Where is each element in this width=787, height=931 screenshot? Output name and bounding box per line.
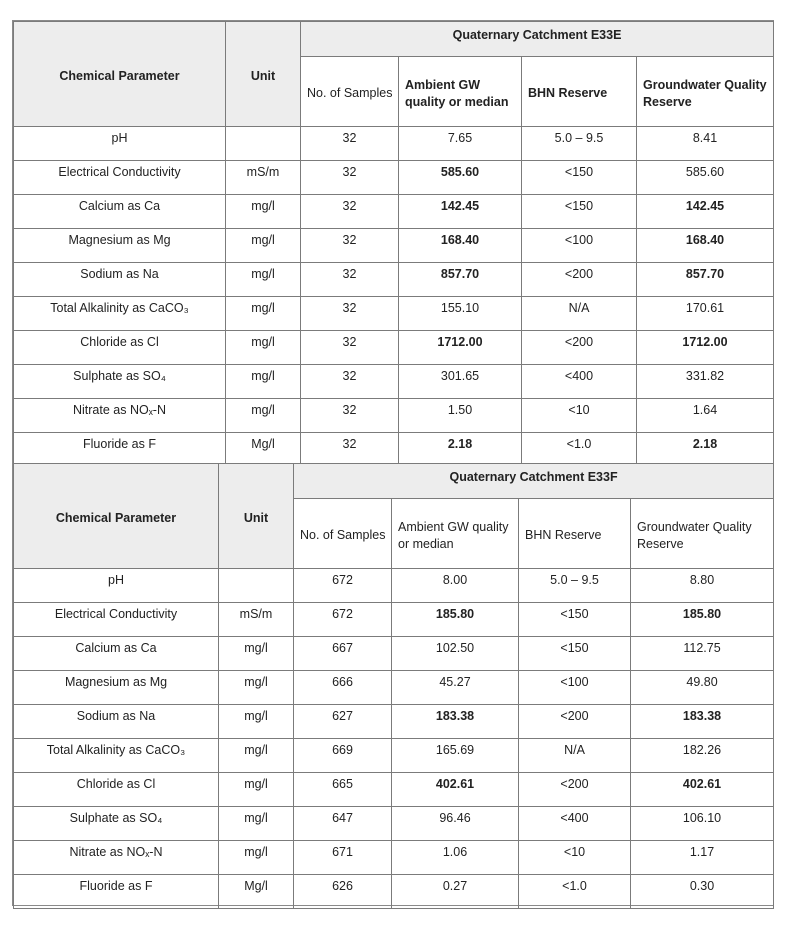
cell-ambient: 142.45 (399, 195, 522, 229)
cell-bhn: <200 (519, 705, 631, 739)
cell-samples: 669 (294, 739, 392, 773)
cell-ambient: 301.65 (399, 365, 522, 399)
cell-unit (219, 569, 294, 603)
cell-ambient: 585.60 (399, 161, 522, 195)
header-samples: No. of Samples (294, 499, 392, 569)
cell-bhn: <200 (522, 263, 637, 297)
cell-reserve: 585.60 (637, 161, 774, 195)
cell-param: Chloride as Cl (14, 331, 226, 365)
cell-bhn: N/A (522, 297, 637, 331)
cell-samples: 32 (301, 263, 399, 297)
cell-samples: 666 (294, 671, 392, 705)
cell-unit: mg/l (226, 399, 301, 433)
table-row (14, 195, 774, 229)
cell-reserve: 1712.00 (637, 331, 774, 365)
cell-unit: mg/l (226, 263, 301, 297)
cell-param: pH (14, 569, 219, 603)
cell-samples: 665 (294, 773, 392, 807)
cell-bhn: N/A (519, 739, 631, 773)
cell-unit: mg/l (219, 841, 294, 875)
cell-param: pH (14, 127, 226, 161)
header-bhn: BHN Reserve (519, 499, 631, 569)
header-ambient: Ambient GW quality or median (392, 499, 519, 569)
cell-bhn: <150 (522, 195, 637, 229)
cell-unit: mS/m (226, 161, 301, 195)
cell-reserve: 168.40 (637, 229, 774, 263)
cell-ambient: 102.50 (392, 637, 519, 671)
cell-reserve: 8.41 (637, 127, 774, 161)
table-row (14, 637, 774, 671)
table-row (14, 671, 774, 705)
cell-unit: mg/l (226, 195, 301, 229)
cell-param: Electrical Conductivity (14, 161, 226, 195)
table-row (14, 331, 774, 365)
table-row (14, 127, 774, 161)
cell-bhn: 5.0 – 9.5 (519, 569, 631, 603)
cell-bhn: <10 (519, 841, 631, 875)
cell-samples: 647 (294, 807, 392, 841)
cell-samples: 627 (294, 705, 392, 739)
cell-samples: 32 (301, 433, 399, 467)
cell-ambient: 165.69 (392, 739, 519, 773)
header-reserve: Groundwater Quality Reserve (631, 499, 774, 569)
cell-unit: mg/l (226, 365, 301, 399)
cell-ambient: 96.46 (392, 807, 519, 841)
cell-samples: 32 (301, 161, 399, 195)
cell-bhn: <400 (519, 807, 631, 841)
header-unit: Unit (226, 22, 301, 127)
cell-unit: mg/l (219, 637, 294, 671)
cell-samples: 672 (294, 569, 392, 603)
cell-samples: 672 (294, 603, 392, 637)
cell-param: Sulphate as SO₄ (14, 365, 226, 399)
cell-unit: mg/l (219, 705, 294, 739)
cell-reserve: 183.38 (631, 705, 774, 739)
cell-ambient: 857.70 (399, 263, 522, 297)
cell-ambient: 155.10 (399, 297, 522, 331)
cell-reserve: 170.61 (637, 297, 774, 331)
cell-param: Nitrate as NOₓ-N (14, 399, 226, 433)
cell-bhn: <10 (522, 399, 637, 433)
cell-samples: 671 (294, 841, 392, 875)
cell-samples: 32 (301, 399, 399, 433)
table-row (14, 365, 774, 399)
cell-ambient: 402.61 (392, 773, 519, 807)
cell-reserve: 142.45 (637, 195, 774, 229)
cell-unit: mg/l (219, 739, 294, 773)
cell-param: Total Alkalinity as CaCO₃ (14, 739, 219, 773)
table-row (14, 569, 774, 603)
table-row (14, 739, 774, 773)
header-samples: No. of Samples (301, 57, 399, 127)
cell-reserve: 2.18 (637, 433, 774, 467)
header-parameter: Chemical Parameter (14, 22, 226, 127)
cell-param: Magnesium as Mg (14, 671, 219, 705)
cell-unit (226, 127, 301, 161)
cell-ambient: 185.80 (392, 603, 519, 637)
cell-reserve: 0.30 (631, 875, 774, 909)
cell-samples: 626 (294, 875, 392, 909)
table-row (14, 875, 774, 909)
header-parameter: Chemical Parameter (14, 464, 219, 569)
cell-bhn: <100 (519, 671, 631, 705)
cell-reserve: 331.82 (637, 365, 774, 399)
cell-unit: mg/l (226, 297, 301, 331)
cell-param: Calcium as Ca (14, 195, 226, 229)
cell-bhn: <150 (522, 161, 637, 195)
cell-param: Sodium as Na (14, 263, 226, 297)
cell-param: Sulphate as SO₄ (14, 807, 219, 841)
cell-unit: mg/l (219, 807, 294, 841)
table-e33e (13, 21, 774, 467)
table-row (14, 297, 774, 331)
cell-reserve: 112.75 (631, 637, 774, 671)
header-reserve: Groundwater Quality Reserve (637, 57, 774, 127)
header-bhn: BHN Reserve (522, 57, 637, 127)
cell-ambient: 1712.00 (399, 331, 522, 365)
cell-bhn: <150 (519, 603, 631, 637)
cell-unit: mS/m (219, 603, 294, 637)
cell-samples: 32 (301, 365, 399, 399)
cell-unit: Mg/l (226, 433, 301, 467)
table-body (14, 569, 774, 909)
table-row (14, 229, 774, 263)
cell-ambient: 1.06 (392, 841, 519, 875)
cell-bhn: <200 (519, 773, 631, 807)
cell-samples: 32 (301, 297, 399, 331)
cell-unit: mg/l (219, 773, 294, 807)
table-body (14, 127, 774, 467)
cell-ambient: 183.38 (392, 705, 519, 739)
cell-reserve: 49.80 (631, 671, 774, 705)
cell-ambient: 1.50 (399, 399, 522, 433)
cell-bhn: <100 (522, 229, 637, 263)
table-row (14, 807, 774, 841)
cell-ambient: 7.65 (399, 127, 522, 161)
cell-samples: 32 (301, 127, 399, 161)
cell-bhn: 5.0 – 9.5 (522, 127, 637, 161)
cell-ambient: 45.27 (392, 671, 519, 705)
cell-samples: 32 (301, 229, 399, 263)
cell-reserve: 185.80 (631, 603, 774, 637)
cell-unit: Mg/l (219, 875, 294, 909)
cell-samples: 32 (301, 195, 399, 229)
cell-param: Chloride as Cl (14, 773, 219, 807)
header-ambient: Ambient GW quality or median (399, 57, 522, 127)
cell-param: Magnesium as Mg (14, 229, 226, 263)
header-unit: Unit (219, 464, 294, 569)
cell-bhn: <1.0 (519, 875, 631, 909)
cell-param: Fluoride as F (14, 875, 219, 909)
cell-bhn: <1.0 (522, 433, 637, 467)
table-row (14, 603, 774, 637)
catchment-title: Quaternary Catchment E33E (301, 22, 774, 57)
cell-reserve: 857.70 (637, 263, 774, 297)
cell-unit: mg/l (219, 671, 294, 705)
cell-param: Calcium as Ca (14, 637, 219, 671)
cell-param: Total Alkalinity as CaCO₃ (14, 297, 226, 331)
cell-param: Nitrate as NOₓ-N (14, 841, 219, 875)
cell-bhn: <150 (519, 637, 631, 671)
cell-reserve: 8.80 (631, 569, 774, 603)
table-e33f (13, 463, 774, 909)
table-row (14, 263, 774, 297)
cell-unit: mg/l (226, 229, 301, 263)
table-row (14, 773, 774, 807)
cell-ambient: 168.40 (399, 229, 522, 263)
cell-param: Sodium as Na (14, 705, 219, 739)
cell-samples: 667 (294, 637, 392, 671)
cell-unit: mg/l (226, 331, 301, 365)
catchment-title: Quaternary Catchment E33F (294, 464, 774, 499)
table-row (14, 841, 774, 875)
table-row (14, 705, 774, 739)
cell-param: Fluoride as F (14, 433, 226, 467)
cell-bhn: <400 (522, 365, 637, 399)
cell-reserve: 1.64 (637, 399, 774, 433)
cell-ambient: 8.00 (392, 569, 519, 603)
document-frame (12, 20, 774, 906)
cell-ambient: 0.27 (392, 875, 519, 909)
cell-reserve: 402.61 (631, 773, 774, 807)
table-row (14, 161, 774, 195)
cell-reserve: 1.17 (631, 841, 774, 875)
cell-reserve: 182.26 (631, 739, 774, 773)
table-row (14, 399, 774, 433)
cell-param: Electrical Conductivity (14, 603, 219, 637)
cell-ambient: 2.18 (399, 433, 522, 467)
table-row (14, 433, 774, 467)
cell-reserve: 106.10 (631, 807, 774, 841)
cell-bhn: <200 (522, 331, 637, 365)
cell-samples: 32 (301, 331, 399, 365)
